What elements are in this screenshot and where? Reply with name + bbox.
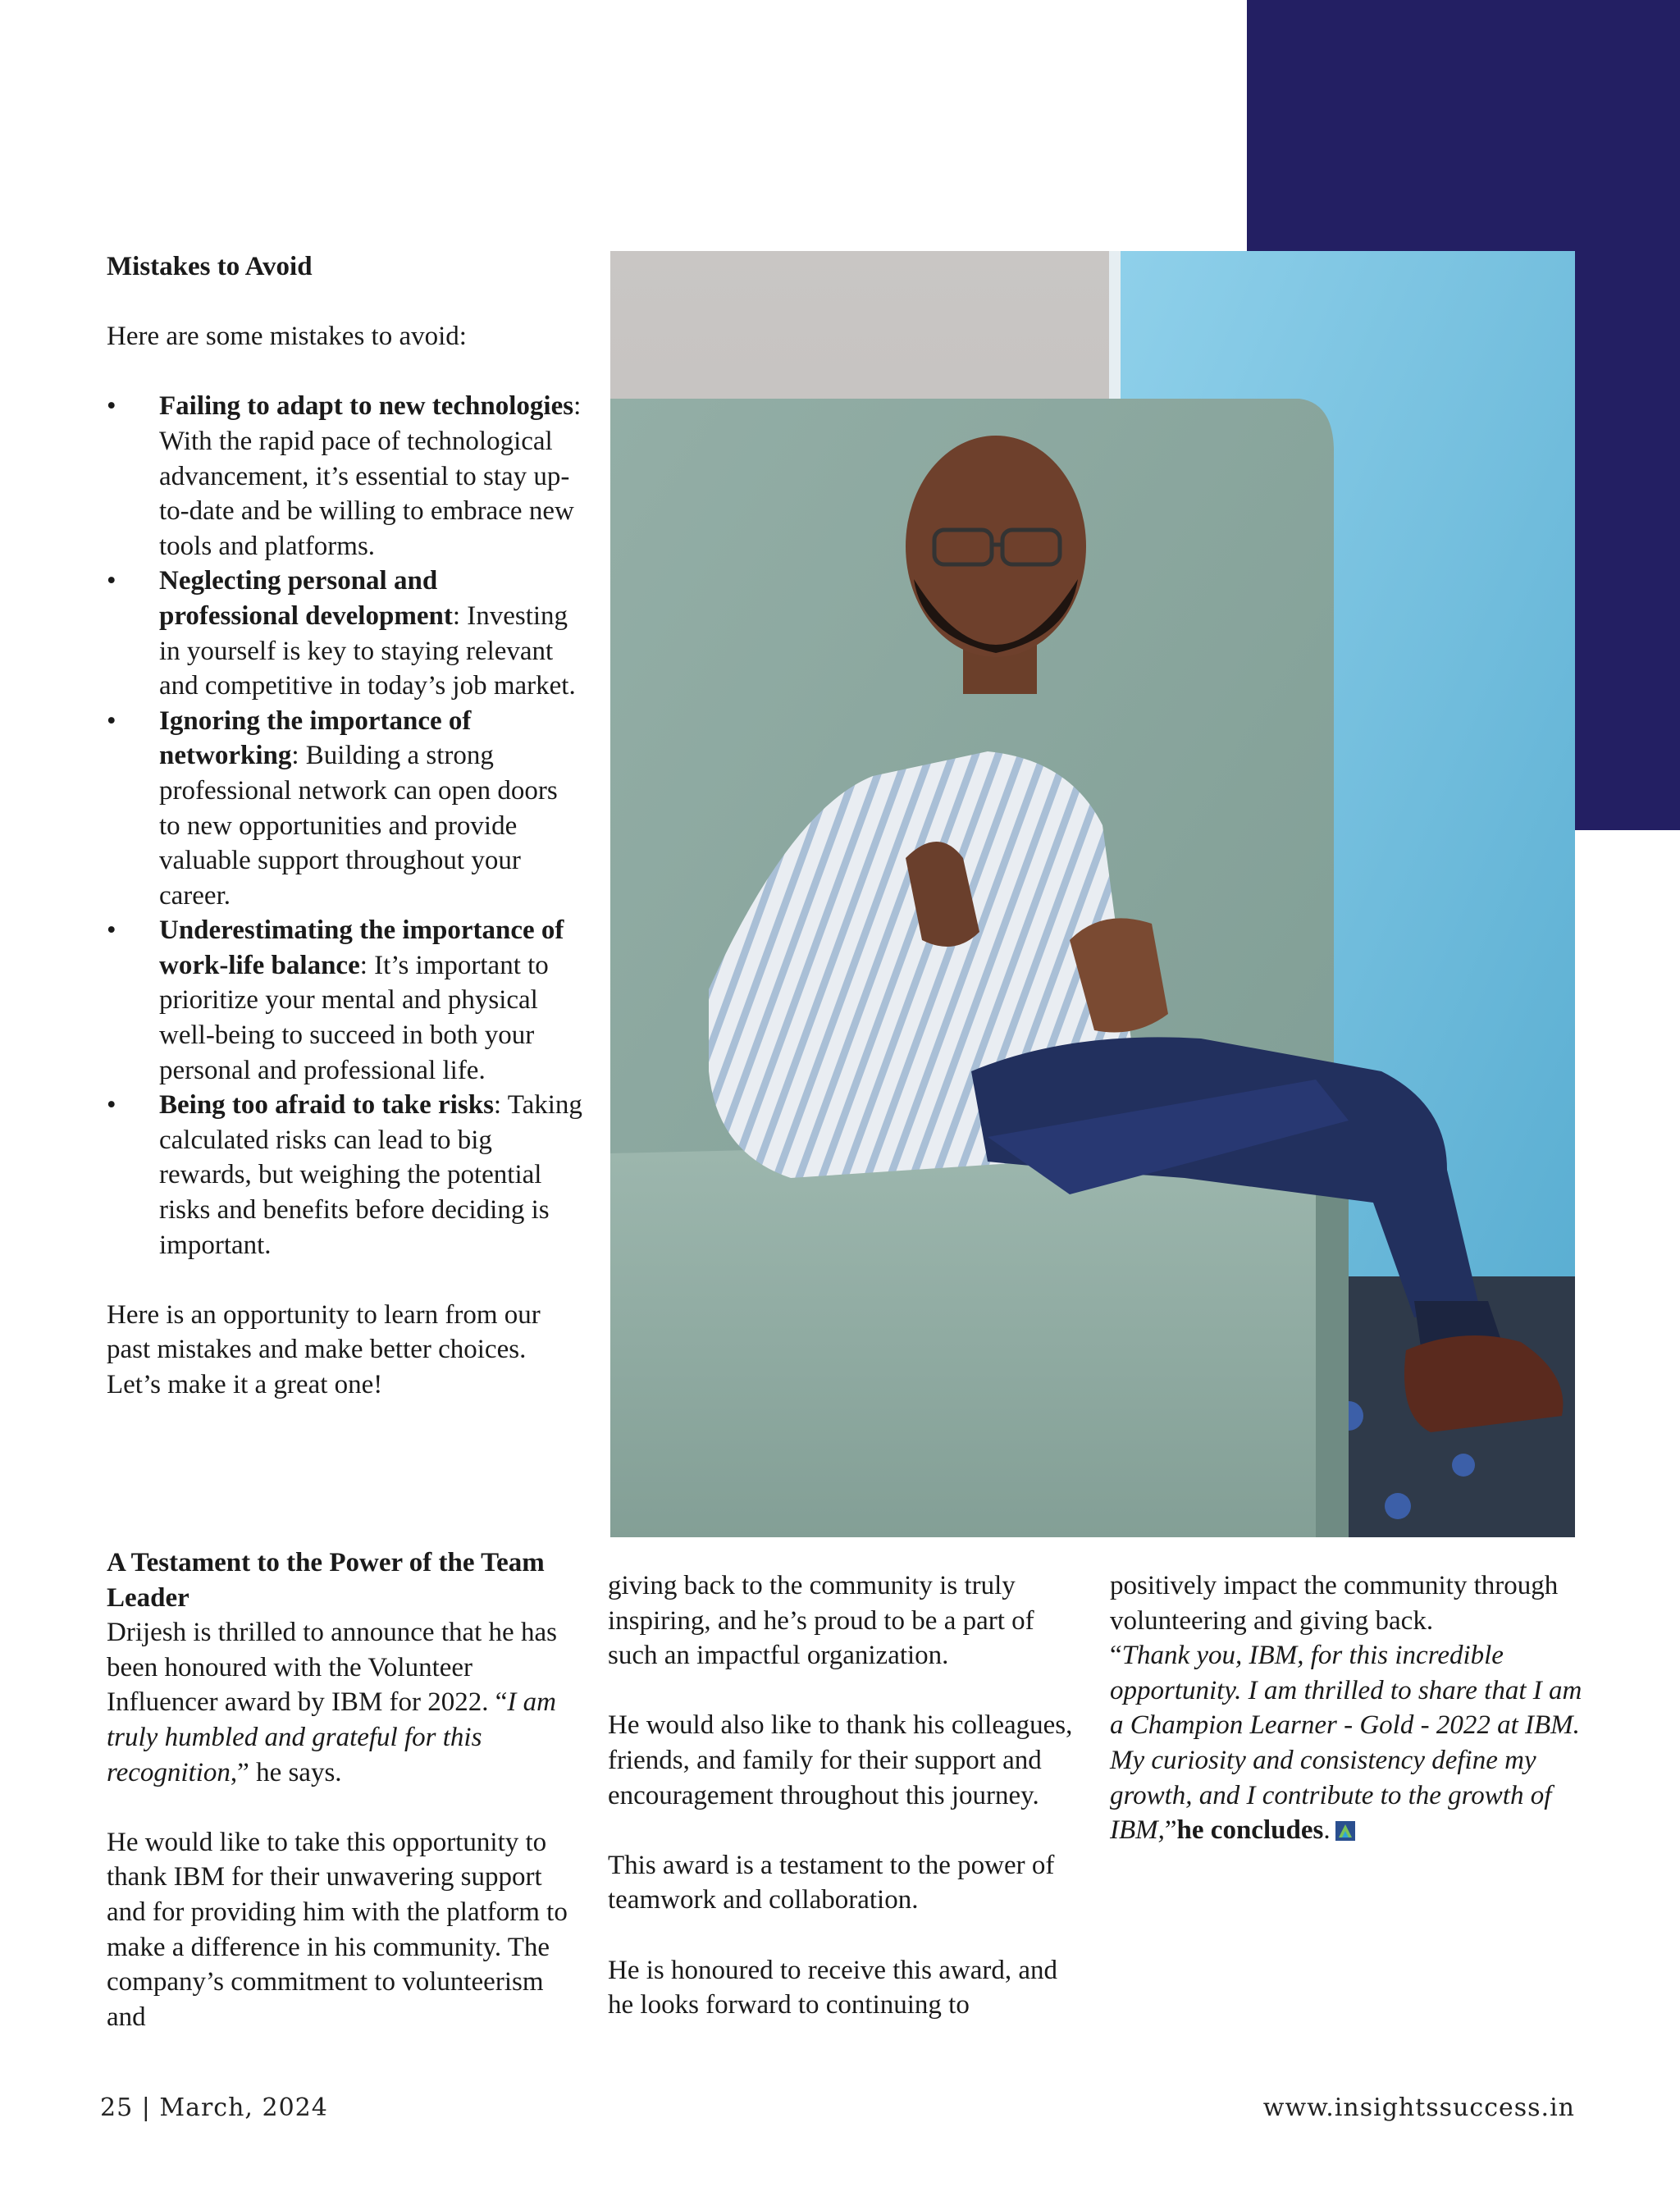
testament-paragraph-5: This award is a testament to the power of teamwork and collaboration. <box>608 1850 1055 1915</box>
closing-quote <box>1110 1638 1586 1848</box>
quote-text: I am truly humbled and grateful for this recognition <box>107 1687 556 1787</box>
list-item <box>107 564 582 703</box>
quote-text: Thank you, IBM, for this incredible opportunity. I am thrilled to share that I am a Champion Learner - Gold - 2022 at IBM. My curiosity and consistency define my growth, and I contribute to the growth of IBM, <box>1110 1641 1582 1846</box>
mistakes-list <box>107 389 582 1262</box>
website-link[interactable]: www.insightssuccess.in <box>1262 2093 1575 2122</box>
page-info: 25 | March, 2024 <box>100 2093 328 2122</box>
testament-paragraph-3: giving back to the community is truly inspiring, and he’s proud to be a part of such an impactful organization. <box>608 1571 1034 1671</box>
testament-paragraph-2: He would like to take this opportunity to thank IBM for their unwavering support and for providing him with the platform to make a difference in his community. The company’s commitment to volunteerism and <box>107 1827 568 2032</box>
list-item-text: : With the rapid pace of technological advancement, it’s essential to stay up-to-date and be willing to embrace new tools and platforms. <box>159 391 582 561</box>
paragraph-text: ,” he says. <box>230 1757 342 1787</box>
end-mark-icon <box>1335 1815 1355 1835</box>
list-item <box>107 1088 582 1262</box>
section-heading: Mistakes to Avoid <box>107 252 313 281</box>
portrait-photo <box>610 251 1575 1537</box>
portrait-illustration <box>610 251 1575 1537</box>
testament-paragraph-4: He would also like to thank his colleagues, friends, and family for their support and encouragement throughout this journey. <box>608 1710 1073 1810</box>
testament-section <box>107 1545 582 2034</box>
list-item <box>107 704 582 914</box>
testament-heading: A Testament to the Power of the Team Leader <box>107 1548 545 1613</box>
quote-mark: ” <box>1164 1815 1177 1846</box>
list-item <box>107 913 582 1088</box>
list-item-title: Ignoring the importance of networking <box>159 705 472 771</box>
testament-paragraph-6: He is honoured to receive this award, and he looks forward to continuing to <box>608 1955 1057 2020</box>
list-item-title: Failing to adapt to new technologies <box>159 391 574 422</box>
list-item-text: : Taking calculated risks can lead to big rewards, but weighing the potential risks and benefits before deciding is important. <box>159 1090 582 1260</box>
list-item-title: Underestimating the importance of work-life balance <box>159 915 564 980</box>
intro-lead: Here are some mistakes to avoid: <box>107 322 467 352</box>
list-item-text: : Investing in yourself is key to staying relevant and competitive in today’s job market. <box>159 600 576 701</box>
testament-paragraph-7: positively impact the community through volunteering and giving back. <box>1110 1571 1559 1636</box>
paragraph-text: Drijesh is thrilled to announce that he has been honoured with the Volunteer Influencer award by IBM for 2022. “ <box>107 1618 557 1718</box>
closing-paragraph: Here is an opportunity to learn from our past mistakes and make better choices. Let’s make it a great one! <box>107 1299 541 1399</box>
concludes-text: he concludes <box>1176 1815 1324 1846</box>
quote-mark: “ <box>1110 1641 1122 1671</box>
list-item-title: Neglecting personal and professional development <box>159 566 453 631</box>
list-item-text: : It’s important to prioritize your mental and physical well-being to succeed in both your personal and professional life. <box>159 950 549 1085</box>
period-text: . <box>1323 1815 1331 1846</box>
testament-paragraph-1 <box>107 1615 582 1790</box>
testament-column-2 <box>608 1568 1084 2023</box>
mistakes-section <box>107 249 582 1403</box>
list-item-text: : Building a strong professional network can open doors to new opportunities and provide valuable support throughout your career. <box>159 741 558 911</box>
list-item-title: Being too afraid to take risks <box>159 1090 494 1121</box>
testament-column-3 <box>1110 1568 1586 1848</box>
list-item <box>107 389 582 564</box>
